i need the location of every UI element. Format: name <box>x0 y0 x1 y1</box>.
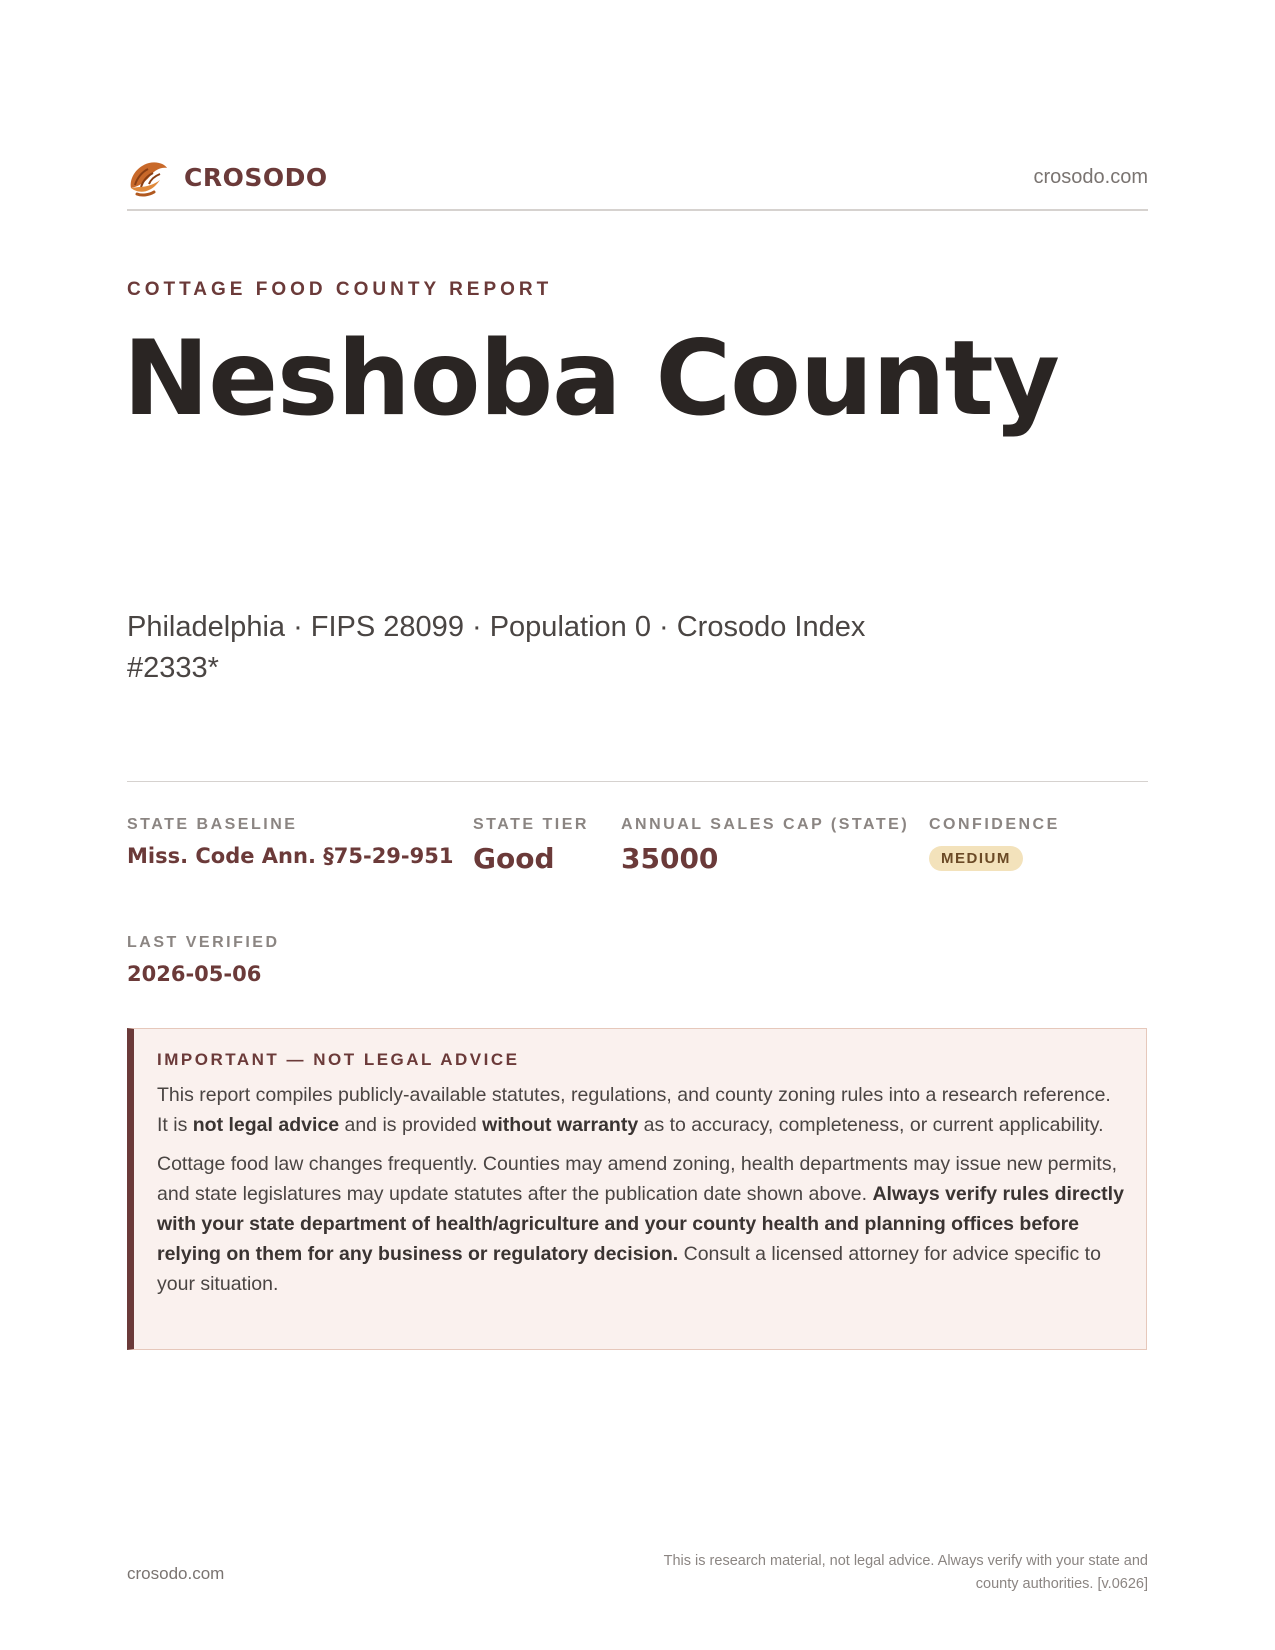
report-eyebrow: COTTAGE FOOD COUNTY REPORT <box>127 279 553 300</box>
brand-name: CROSODO <box>184 163 328 192</box>
footer-site-url[interactable]: crosodo.com <box>127 1564 225 1583</box>
stat-state-baseline <box>127 816 453 868</box>
notice-emphasis: without warranty <box>482 1114 639 1136</box>
stat-state-tier <box>473 816 589 875</box>
page-title: Neshoba County <box>123 319 1059 439</box>
stat-value: Miss. Code Ann. §75-29-951 <box>127 844 454 868</box>
notice-title: IMPORTANT — NOT LEGAL ADVICE <box>157 1050 520 1069</box>
stat-last-verified <box>127 934 280 986</box>
report-subtitle: Philadelphia · FIPS 28099 · Population 0 · Crosodo Index #2333* <box>127 611 866 684</box>
notice-emphasis: not legal advice <box>192 1114 340 1136</box>
stat-label: ANNUAL SALES CAP (STATE) <box>621 816 910 833</box>
header <box>127 158 1148 198</box>
site-url[interactable]: crosodo.com <box>1033 166 1148 188</box>
header-divider <box>127 209 1148 211</box>
footer-disclaimer: This is research material, not legal advice. Always verify with your state and county authorities. [v.0626] <box>663 1553 1148 1592</box>
confidence-badge: MEDIUM <box>929 846 1023 871</box>
stat-value: 2026-05-06 <box>127 962 262 986</box>
notice-text: as to accuracy, completeness, or current applicability. <box>638 1114 1104 1136</box>
notice-text: Consult a licensed attorney for advice specific to your situation. <box>157 1243 1101 1295</box>
notice-paragraph <box>157 1149 1124 1299</box>
notice-text: Cottage food law changes frequently. Counties may amend zoning, health departments may issue new permits, and state legislatures may update statutes after the publication date shown above. <box>157 1153 1117 1205</box>
notice-emphasis: Always verify rules directly with your state department of health/agriculture and your county health and planning offices before relying on them for any business or regulatory decision. <box>157 1183 1124 1265</box>
stat-sales-cap <box>621 816 909 875</box>
stat-label: STATE TIER <box>473 816 589 833</box>
stat-label: STATE BASELINE <box>127 816 298 833</box>
stat-label: CONFIDENCE <box>929 816 1060 833</box>
notice-text: This report compiles publicly-available statutes, regulations, and county zoning rules into a research reference. It is <box>157 1084 1111 1136</box>
section-divider <box>127 781 1148 782</box>
notice-text: and is provided <box>339 1114 483 1136</box>
notice-paragraph <box>157 1080 1124 1140</box>
stat-value: Good <box>473 842 555 875</box>
report-page <box>123 0 1148 1650</box>
croissant-icon <box>127 158 169 198</box>
stat-label: LAST VERIFIED <box>127 934 280 951</box>
stat-confidence <box>929 816 1060 871</box>
legal-notice <box>127 1028 1147 1350</box>
stat-value: 35000 <box>621 842 719 875</box>
